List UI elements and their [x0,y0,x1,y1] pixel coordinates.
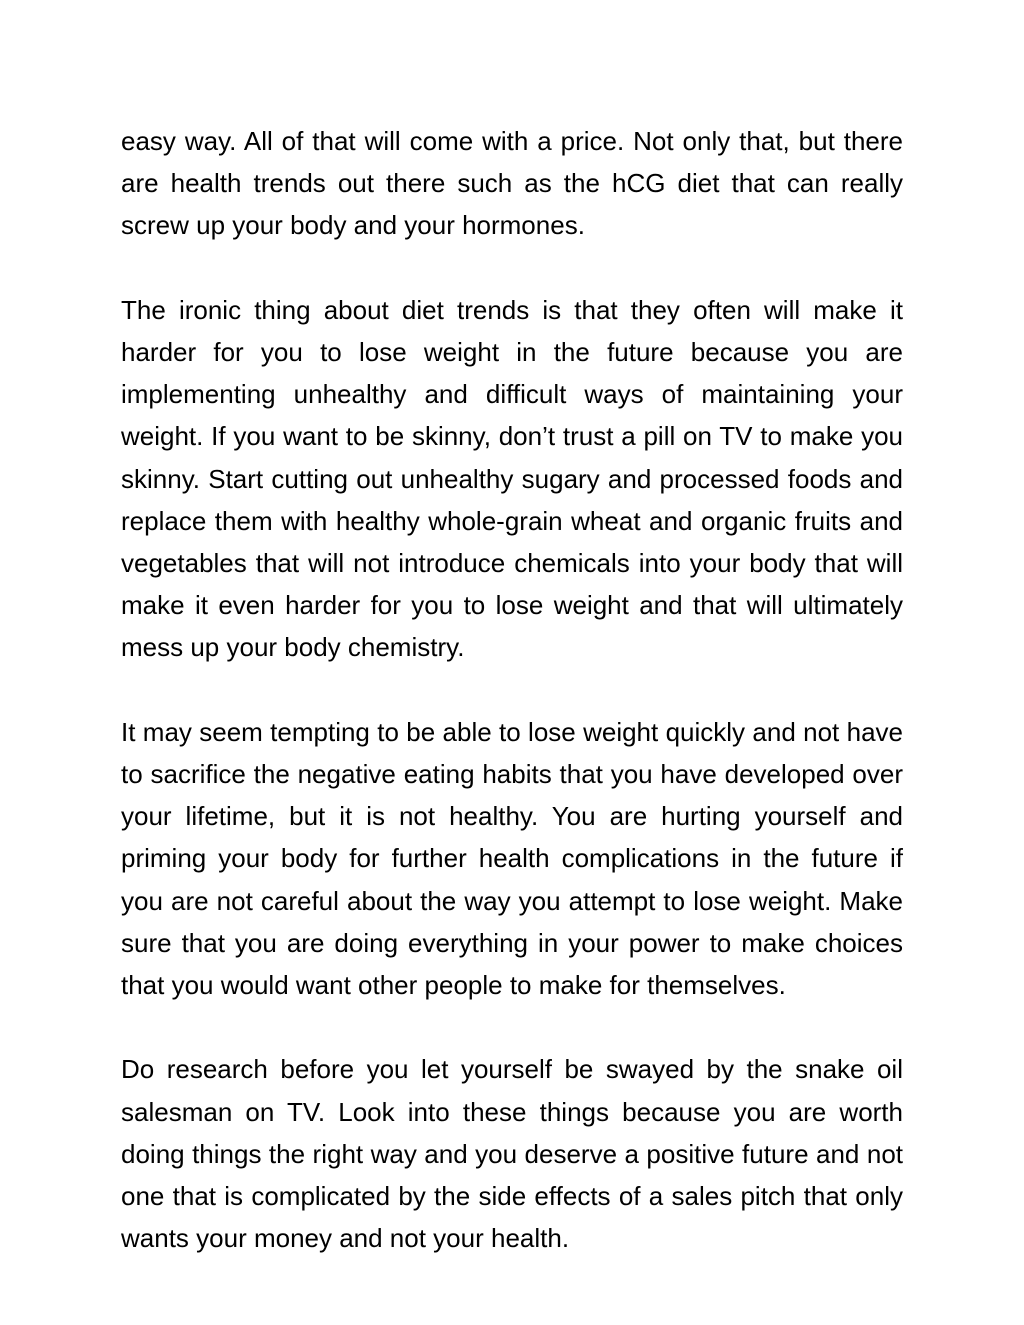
paragraph-1: easy way. All of that will come with a price. Not only that, but there are health trends out there such as the hCG diet that can really screw up your body and your hormones. [121,126,903,241]
document-body [121,120,903,1259]
paragraph-4: Do research before you let yourself be swayed by the snake oil salesman on TV. Look into these things because you are worth doing things the right way and you deserve a positive future and not one that is complicated by the side effects of a sales pitch that only wants your money and not your health. [121,1054,903,1254]
paragraph-3: It may seem tempting to be able to lose weight quickly and not have to sacrifice the negative eating habits that you have developed over your lifetime, but it is not healthy. You are hurting yourself and priming your body for further health complications in the future if you are not careful about the way you attempt to lose weight. Make sure that you are doing everything in your power to make choices that you would want other people to make for themselves. [121,716,903,1001]
paragraph-2: The ironic thing about diet trends is that they often will make it harder for you to lose weight in the future because you are implementing unhealthy and difficult ways of maintaining your weight. If you want to be skinny, don’t trust a pill on TV to make you skinny. Start cutting out unhealthy sugary and processed foods and replace them with healthy whole-grain wheat and organic fruits and vegetables that will not introduce chemicals into your body that will make it even harder for you to lose weight and that will ultimately mess up your body chemistry. [121,294,903,663]
